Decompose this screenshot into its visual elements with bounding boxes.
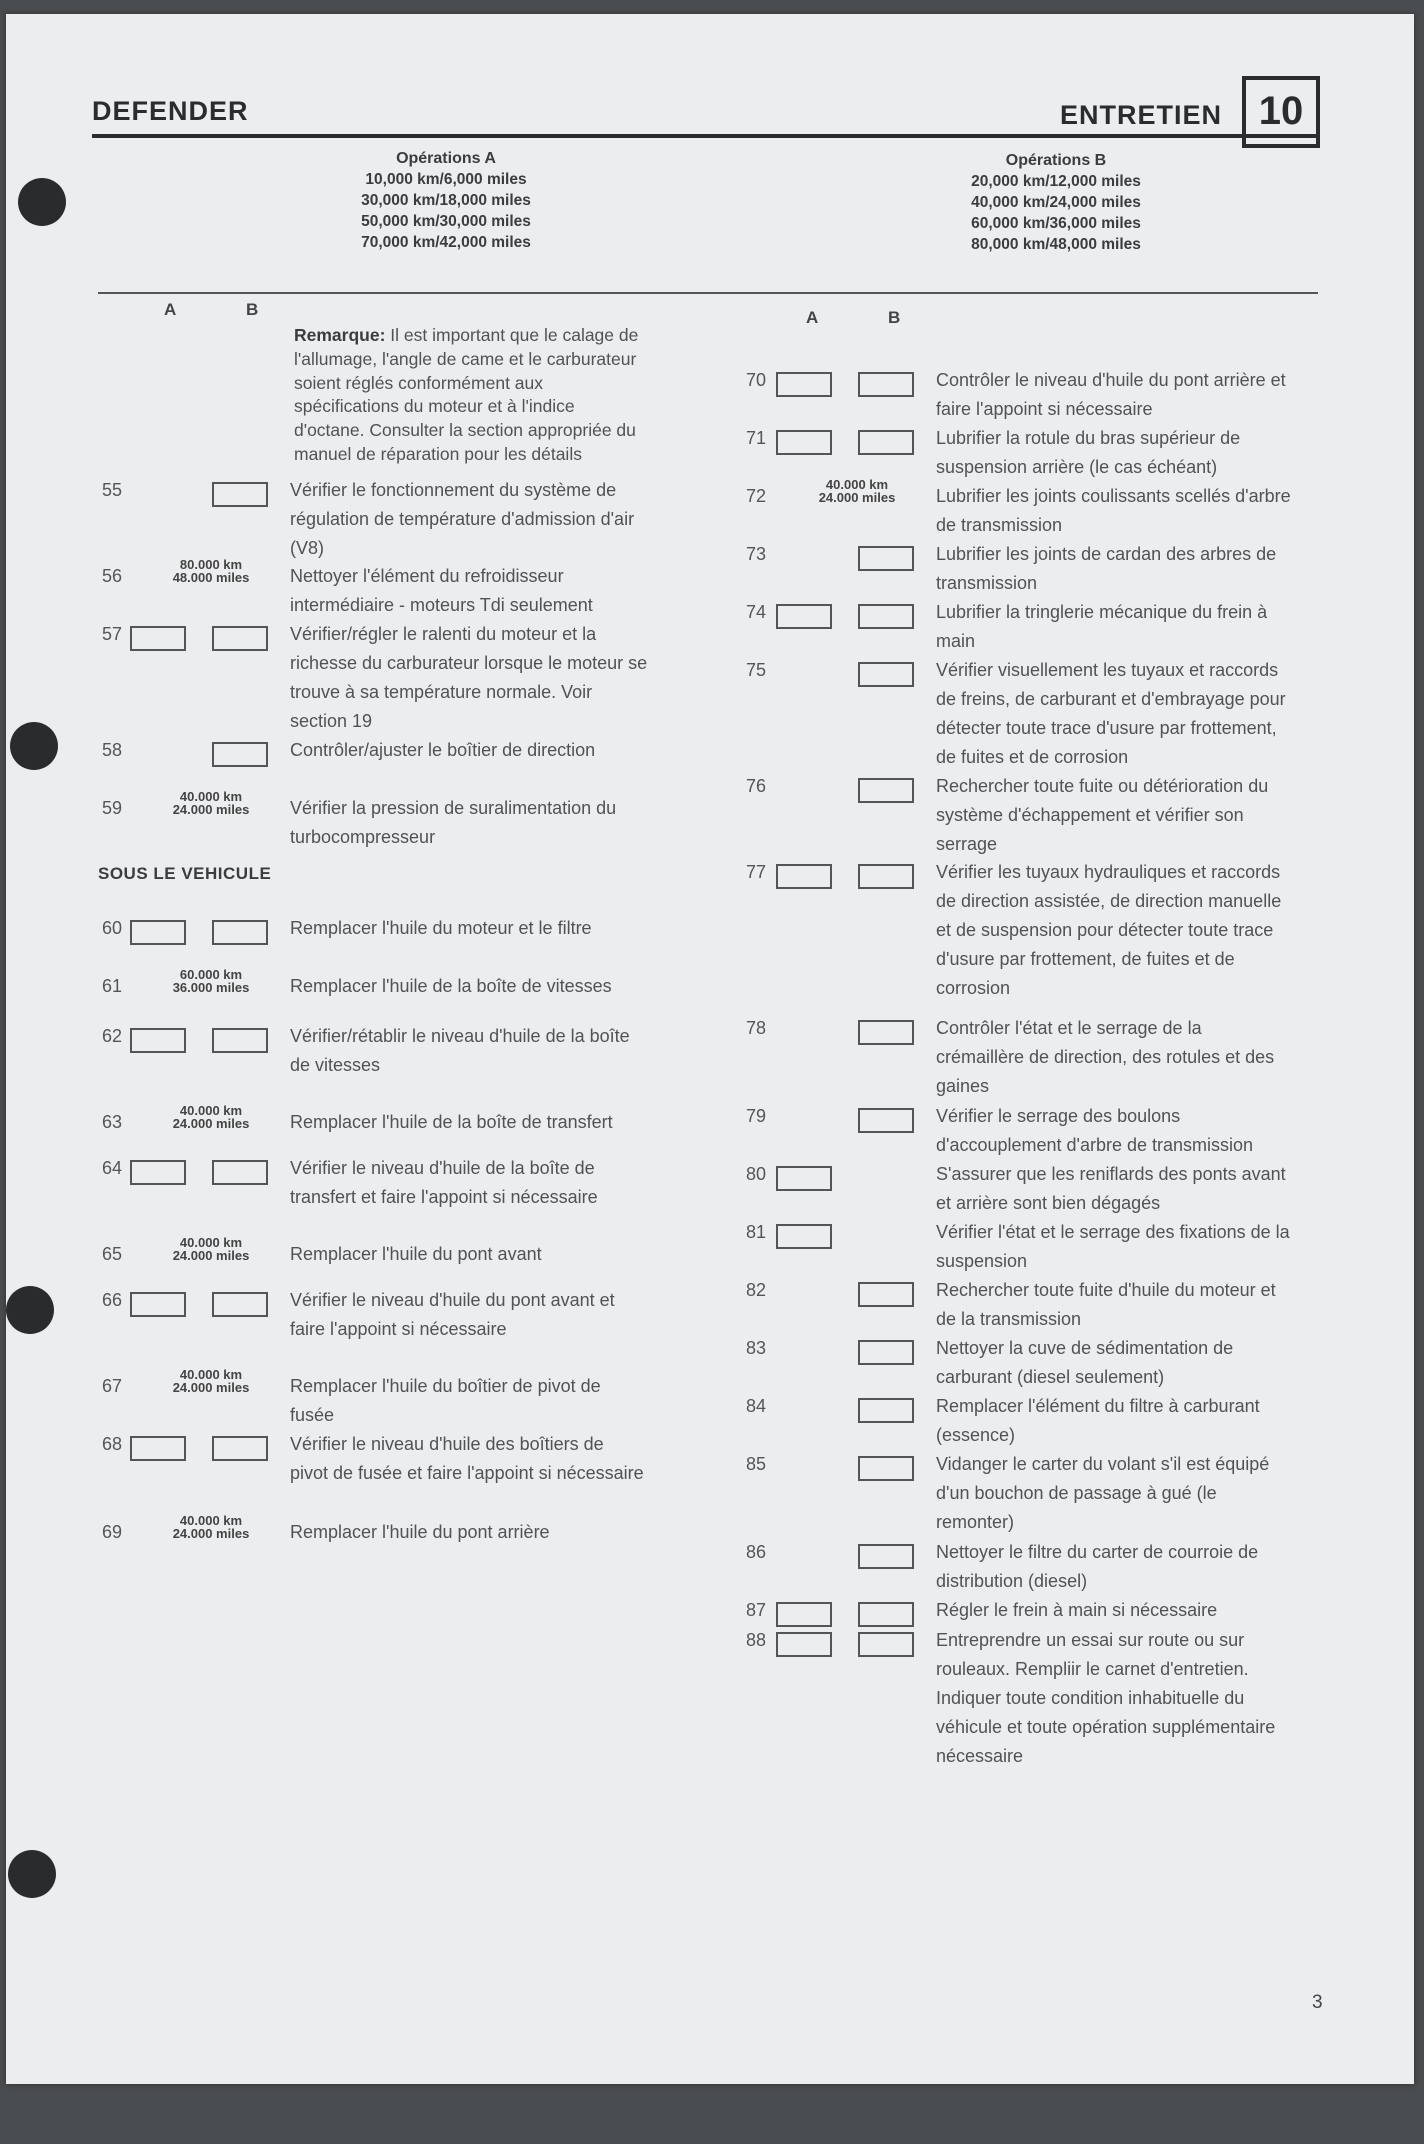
item-number: 72 bbox=[746, 486, 767, 506]
item-description-line: Lubrifier les joints de cardan des arbres de bbox=[936, 544, 1277, 564]
item-description bbox=[936, 1218, 1336, 1276]
item-description-line: Nettoyer le filtre du carter de courroie de bbox=[936, 1542, 1259, 1562]
item-description bbox=[936, 598, 1336, 656]
item-description bbox=[936, 772, 1336, 859]
item-description bbox=[290, 620, 690, 736]
punch-hole bbox=[18, 178, 66, 226]
interval-line: 40.000 km bbox=[179, 1103, 243, 1118]
checkbox-col-a[interactable] bbox=[776, 1224, 832, 1249]
item-description bbox=[936, 1276, 1336, 1334]
item-description-line: Entreprendre un essai sur route ou sur bbox=[936, 1630, 1245, 1650]
item-description bbox=[936, 656, 1336, 772]
item-description-line: Vérifier/régler le ralenti du moteur et la bbox=[290, 624, 597, 644]
operations-a-line: 50,000 km/30,000 miles bbox=[361, 213, 531, 230]
item-description-line: nécessaire bbox=[936, 1746, 1024, 1766]
item-number: 71 bbox=[746, 428, 767, 448]
item-description-line: système d'échappement et vérifier son bbox=[936, 805, 1244, 825]
col-b-header-left: B bbox=[246, 300, 259, 319]
item-description-line: de fuites et de corrosion bbox=[936, 747, 1129, 767]
item-description-line: Contrôler l'état et le serrage de la bbox=[936, 1018, 1202, 1038]
punch-hole bbox=[8, 1850, 56, 1898]
item-description bbox=[290, 736, 690, 765]
item-description bbox=[290, 562, 690, 620]
checkbox-col-b[interactable] bbox=[858, 1282, 914, 1307]
item-description-line: d'usure par frottement, de fuites et de bbox=[936, 949, 1235, 969]
section-heading-underbody: SOUS LE VEHICULE bbox=[98, 864, 272, 883]
item-description-line: remonter) bbox=[936, 1512, 1015, 1532]
item-description-line: Rechercher toute fuite ou détérioration du bbox=[936, 776, 1269, 796]
item-description bbox=[936, 1334, 1336, 1392]
item-description-line: Vérifier/rétablir le niveau d'huile de la boîte bbox=[290, 1026, 630, 1046]
item-description bbox=[290, 476, 690, 563]
item-description-line: Vérifier le serrage des boulons bbox=[936, 1106, 1181, 1126]
item-number: 57 bbox=[102, 624, 123, 644]
item-number: 84 bbox=[746, 1396, 767, 1416]
remark-line: soient réglés conformément aux bbox=[294, 372, 544, 393]
item-description-line: Nettoyer l'élément du refroidisseur bbox=[290, 566, 564, 586]
item-description-line: (essence) bbox=[936, 1425, 1016, 1445]
item-description-line: suspension arrière (le cas échéant) bbox=[936, 457, 1218, 477]
item-description-line: Contrôler/ajuster le boîtier de direction bbox=[290, 740, 596, 760]
item-number: 79 bbox=[746, 1106, 767, 1126]
item-number: 73 bbox=[746, 544, 767, 564]
item-description-line: de vitesses bbox=[290, 1055, 381, 1075]
item-description-line: Vérifier la pression de suralimentation du bbox=[290, 798, 617, 818]
operations-a-line: 70,000 km/42,000 miles bbox=[361, 234, 531, 251]
item-description bbox=[936, 1392, 1336, 1450]
interval-label bbox=[156, 790, 266, 816]
checkbox-col-a[interactable] bbox=[776, 1632, 832, 1657]
item-description-line: Contrôler le niveau d'huile du pont arrière et bbox=[936, 370, 1286, 390]
remark-line: Il est important que le calage de bbox=[385, 325, 639, 345]
item-description-line: Remplacer l'huile du pont arrière bbox=[290, 1522, 550, 1542]
interval-line: 40.000 km bbox=[179, 789, 243, 804]
checkbox-col-a[interactable] bbox=[776, 430, 832, 455]
item-description-line: pivot de fusée et faire l'appoint si nécessaire bbox=[290, 1463, 644, 1483]
item-number: 82 bbox=[746, 1280, 767, 1300]
checkbox-col-b[interactable] bbox=[212, 626, 268, 651]
item-number: 86 bbox=[746, 1542, 767, 1562]
item-number: 74 bbox=[746, 602, 767, 622]
interval-label bbox=[156, 1368, 266, 1394]
interval-line: 80.000 km bbox=[179, 557, 243, 572]
checkbox-col-a[interactable] bbox=[130, 920, 186, 945]
item-description bbox=[290, 972, 690, 1001]
item-description-line: Remplacer l'huile de la boîte de vitesses bbox=[290, 976, 612, 996]
item-description-line: S'assurer que les reniflards des ponts avant bbox=[936, 1164, 1286, 1184]
item-number: 59 bbox=[102, 798, 123, 818]
checkbox-col-a[interactable] bbox=[776, 1166, 832, 1191]
item-number: 64 bbox=[102, 1158, 123, 1178]
item-number: 62 bbox=[102, 1026, 123, 1046]
item-description bbox=[936, 1538, 1336, 1596]
section-title: ENTRETIEN bbox=[1060, 100, 1223, 130]
operations-b-title: Opérations B bbox=[1005, 152, 1107, 169]
item-number: 61 bbox=[102, 976, 123, 996]
interval-label bbox=[802, 478, 912, 504]
checkbox-col-b[interactable] bbox=[212, 920, 268, 945]
checkbox-col-b[interactable] bbox=[858, 372, 914, 397]
item-description-line: serrage bbox=[936, 834, 998, 854]
operations-a bbox=[276, 148, 616, 253]
item-number: 88 bbox=[746, 1630, 767, 1650]
item-number: 68 bbox=[102, 1434, 123, 1454]
item-number: 56 bbox=[102, 566, 123, 586]
checkbox-col-b[interactable] bbox=[858, 1632, 914, 1657]
item-description-line: Lubrifier la tringlerie mécanique du frein à bbox=[936, 602, 1268, 622]
item-description bbox=[290, 1022, 690, 1080]
operations-a-line: 10,000 km/6,000 miles bbox=[365, 171, 527, 188]
item-description-line: d'accouplement d'arbre de transmission bbox=[936, 1135, 1254, 1155]
interval-line: 40.000 km bbox=[179, 1513, 243, 1528]
interval-line: 24.000 miles bbox=[172, 802, 250, 817]
item-description bbox=[290, 1430, 690, 1488]
item-description-line: Vérifier le fonctionnement du système de bbox=[290, 480, 617, 500]
interval-line: 40.000 km bbox=[825, 477, 889, 492]
remark-note bbox=[294, 324, 686, 467]
item-description bbox=[290, 1154, 690, 1212]
remark-label: Remarque: bbox=[294, 325, 386, 345]
item-number: 87 bbox=[746, 1600, 767, 1620]
remark-line: l'allumage, l'angle de came et le carburateur bbox=[294, 348, 637, 369]
col-a-header-right: A bbox=[806, 308, 819, 327]
item-description-line: Vérifier le niveau d'huile des boîtiers de bbox=[290, 1434, 604, 1454]
item-number: 55 bbox=[102, 480, 123, 500]
item-number: 81 bbox=[746, 1222, 767, 1242]
checkbox-col-b[interactable] bbox=[212, 1292, 268, 1317]
interval-label bbox=[156, 968, 266, 994]
item-number: 65 bbox=[102, 1244, 123, 1264]
interval-line: 24.000 miles bbox=[172, 1526, 250, 1541]
item-description-line: Régler le frein à main si nécessaire bbox=[936, 1600, 1218, 1620]
operations-b bbox=[886, 150, 1226, 255]
col-a-header-left: A bbox=[164, 300, 177, 319]
operations-a-title: Opérations A bbox=[396, 150, 496, 167]
checkbox-col-b[interactable] bbox=[858, 546, 914, 571]
item-description bbox=[936, 1626, 1336, 1771]
item-description bbox=[936, 1450, 1336, 1537]
item-description-line: faire l'appoint si nécessaire bbox=[290, 1319, 507, 1339]
item-description-line: Remplacer l'huile de la boîte de transfert bbox=[290, 1112, 613, 1132]
item-description bbox=[936, 858, 1336, 1003]
item-description-line: intermédiaire - moteurs Tdi seulement bbox=[290, 595, 593, 615]
checkbox-col-b[interactable] bbox=[858, 1602, 914, 1627]
item-description-line: (V8) bbox=[290, 538, 325, 558]
interval-line: 24.000 miles bbox=[172, 1116, 250, 1131]
interval-line: 24.000 miles bbox=[172, 1380, 250, 1395]
item-number: 77 bbox=[746, 862, 767, 882]
checkbox-col-a[interactable] bbox=[130, 1160, 186, 1185]
remark-line: d'octane. Consulter la section appropriée du bbox=[294, 420, 636, 441]
interval-line: 36.000 miles bbox=[172, 980, 250, 995]
remark-line: spécifications du moteur et à l'indice bbox=[294, 396, 575, 417]
item-description-line: crémaillère de direction, des rotules et des bbox=[936, 1047, 1275, 1067]
item-description-line: Lubrifier les joints coulissants scellés d'arbre bbox=[936, 486, 1291, 506]
item-description bbox=[936, 482, 1336, 540]
item-description-line: turbocompresseur bbox=[290, 827, 436, 847]
item-description-line: Remplacer l'huile du boîtier de pivot de bbox=[290, 1376, 601, 1396]
checkbox-col-b[interactable] bbox=[858, 1108, 914, 1133]
item-description bbox=[290, 1286, 690, 1344]
item-description-line: trouve à sa température normale. Voir bbox=[290, 682, 593, 702]
interval-line: 24.000 miles bbox=[172, 1248, 250, 1263]
checkbox-col-b[interactable] bbox=[858, 1398, 914, 1423]
item-description bbox=[936, 366, 1336, 424]
item-description bbox=[290, 1108, 690, 1137]
item-number: 58 bbox=[102, 740, 123, 760]
item-number: 83 bbox=[746, 1338, 767, 1358]
item-description-line: Vérifier le niveau d'huile du pont avant et bbox=[290, 1290, 615, 1310]
item-description-line: Vérifier l'état et le serrage des fixations de la bbox=[936, 1222, 1290, 1242]
item-description bbox=[936, 1160, 1336, 1218]
operations-b-line: 40,000 km/24,000 miles bbox=[971, 194, 1141, 211]
punch-hole bbox=[6, 1286, 54, 1334]
checkbox-col-b[interactable] bbox=[212, 1028, 268, 1053]
checkbox-col-b[interactable] bbox=[858, 1340, 914, 1365]
item-description-line: Vérifier les tuyaux hydrauliques et raccords bbox=[936, 862, 1281, 882]
punch-hole bbox=[10, 722, 58, 770]
item-description-line: corrosion bbox=[936, 978, 1011, 998]
item-description-line: transfert et faire l'appoint si nécessaire bbox=[290, 1187, 598, 1207]
checkbox-col-b[interactable] bbox=[212, 742, 268, 767]
item-description bbox=[936, 1102, 1336, 1160]
item-description-line: richesse du carburateur lorsque le moteur se bbox=[290, 653, 648, 673]
item-description-line: Remplacer l'élément du filtre à carburant bbox=[936, 1396, 1260, 1416]
item-description bbox=[936, 424, 1336, 482]
checkbox-col-a[interactable] bbox=[776, 372, 832, 397]
item-number: 67 bbox=[102, 1376, 123, 1396]
checkbox-col-b[interactable] bbox=[212, 1160, 268, 1185]
item-description-line: Lubrifier la rotule du bras supérieur de bbox=[936, 428, 1241, 448]
item-description-line: Remplacer l'huile du moteur et le filtre bbox=[290, 918, 592, 938]
interval-line: 40.000 km bbox=[179, 1367, 243, 1382]
checkbox-col-a[interactable] bbox=[776, 864, 832, 889]
item-description bbox=[936, 1014, 1336, 1101]
item-description-line: de transmission bbox=[936, 515, 1063, 535]
divider-rule bbox=[98, 292, 1318, 294]
interval-line: 40.000 km bbox=[179, 1235, 243, 1250]
checkbox-col-a[interactable] bbox=[776, 1602, 832, 1627]
item-number: 76 bbox=[746, 776, 767, 796]
item-description-line: suspension bbox=[936, 1251, 1028, 1271]
item-number: 69 bbox=[102, 1522, 123, 1542]
item-description-line: Vidanger le carter du volant s'il est équipé bbox=[936, 1454, 1270, 1474]
operations-a-line: 30,000 km/18,000 miles bbox=[361, 192, 531, 209]
item-description-line: et arrière sont bien dégagés bbox=[936, 1193, 1161, 1213]
item-description-line: de freins, de carburant et d'embrayage pour bbox=[936, 689, 1286, 709]
interval-label bbox=[156, 558, 266, 584]
item-description-line: Nettoyer la cuve de sédimentation de bbox=[936, 1338, 1234, 1358]
item-description-line: carburant (diesel seulement) bbox=[936, 1367, 1165, 1387]
checkbox-col-b[interactable] bbox=[858, 1544, 914, 1569]
checkbox-col-b[interactable] bbox=[858, 1456, 914, 1481]
item-description-line: distribution (diesel) bbox=[936, 1571, 1088, 1591]
item-description-line: de la transmission bbox=[936, 1309, 1082, 1329]
checkbox-col-b[interactable] bbox=[858, 864, 914, 889]
interval-label bbox=[156, 1104, 266, 1130]
brand-title: DEFENDER bbox=[92, 96, 249, 126]
item-description-line: Vérifier le niveau d'huile de la boîte de bbox=[290, 1158, 595, 1178]
item-description bbox=[290, 914, 690, 943]
item-description-line: de direction assistée, de direction manuelle bbox=[936, 891, 1282, 911]
item-description-line: main bbox=[936, 631, 976, 651]
item-description-line: section 19 bbox=[290, 711, 373, 731]
checkbox-col-b[interactable] bbox=[858, 778, 914, 803]
item-description-line: détecter toute trace d'usure par frottement, bbox=[936, 718, 1277, 738]
item-description bbox=[936, 540, 1336, 598]
checkbox-col-a[interactable] bbox=[776, 604, 832, 629]
page-number: 3 bbox=[1312, 1992, 1323, 2013]
item-description bbox=[936, 1596, 1336, 1625]
operations-b-line: 80,000 km/48,000 miles bbox=[971, 236, 1141, 253]
checkbox-col-a[interactable] bbox=[130, 626, 186, 651]
interval-line: 24.000 miles bbox=[818, 490, 896, 505]
checkbox-col-b[interactable] bbox=[212, 482, 268, 507]
checkbox-col-b[interactable] bbox=[858, 1020, 914, 1045]
item-description-line: Indiquer toute condition inhabituelle du bbox=[936, 1688, 1245, 1708]
item-description bbox=[290, 1518, 690, 1547]
checkbox-col-a[interactable] bbox=[130, 1292, 186, 1317]
checkbox-col-a[interactable] bbox=[130, 1028, 186, 1053]
item-description bbox=[290, 794, 690, 852]
operations-b-line: 60,000 km/36,000 miles bbox=[971, 215, 1141, 232]
interval-line: 48.000 miles bbox=[172, 570, 250, 585]
item-number: 75 bbox=[746, 660, 767, 680]
item-description-line: véhicule et toute opération supplémentaire bbox=[936, 1717, 1276, 1737]
item-number: 70 bbox=[746, 370, 767, 390]
operations-b-line: 20,000 km/12,000 miles bbox=[971, 173, 1141, 190]
item-description-line: Remplacer l'huile du pont avant bbox=[290, 1244, 542, 1264]
item-description-line: régulation de température d'admission d'air bbox=[290, 509, 635, 529]
item-description-line: rouleaux. Rempliir le carnet d'entretien. bbox=[936, 1659, 1249, 1679]
checkbox-col-b[interactable] bbox=[858, 604, 914, 629]
item-number: 85 bbox=[746, 1454, 767, 1474]
item-number: 66 bbox=[102, 1290, 123, 1310]
item-description-line: d'un bouchon de passage à gué (le bbox=[936, 1483, 1217, 1503]
item-description-line: Vérifier visuellement les tuyaux et raccords bbox=[936, 660, 1279, 680]
item-description-line: Rechercher toute fuite d'huile du moteur et bbox=[936, 1280, 1276, 1300]
remark-line: manuel de réparation pour les détails bbox=[294, 443, 582, 464]
item-description-line: et de suspension pour détecter toute trace bbox=[936, 920, 1274, 940]
item-number: 78 bbox=[746, 1018, 767, 1038]
interval-label bbox=[156, 1236, 266, 1262]
checkbox-col-a[interactable] bbox=[130, 1436, 186, 1461]
checkbox-col-b[interactable] bbox=[858, 430, 914, 455]
item-description-line: transmission bbox=[936, 573, 1038, 593]
document-page bbox=[6, 14, 1414, 2084]
interval-line: 60.000 km bbox=[179, 967, 243, 982]
col-b-header-right: B bbox=[888, 308, 901, 327]
item-description-line: faire l'appoint si nécessaire bbox=[936, 399, 1153, 419]
item-description-line: fusée bbox=[290, 1405, 335, 1425]
item-description-line: gaines bbox=[936, 1076, 990, 1096]
section-number: 10 bbox=[1242, 76, 1320, 148]
item-description bbox=[290, 1240, 690, 1269]
checkbox-col-b[interactable] bbox=[212, 1436, 268, 1461]
item-number: 80 bbox=[746, 1164, 767, 1184]
checkbox-col-b[interactable] bbox=[858, 662, 914, 687]
interval-label bbox=[156, 1514, 266, 1540]
item-number: 60 bbox=[102, 918, 123, 938]
item-description bbox=[290, 1372, 690, 1430]
item-number: 63 bbox=[102, 1112, 123, 1132]
header-rule bbox=[92, 134, 1316, 138]
